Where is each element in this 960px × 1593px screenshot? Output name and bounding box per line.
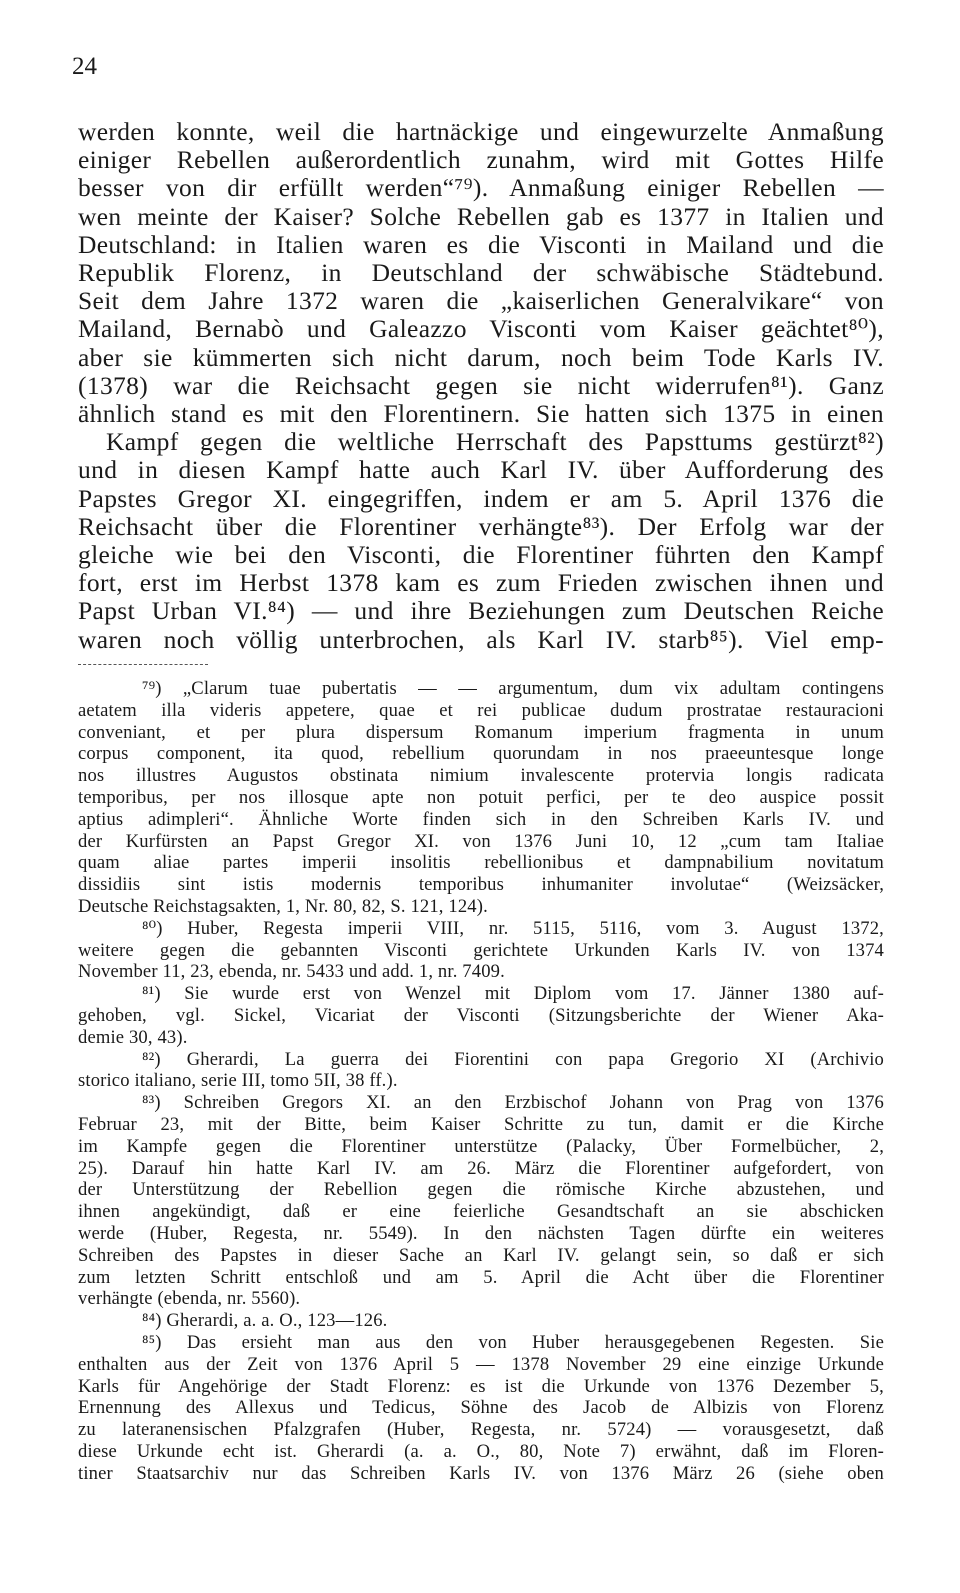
body-line: aber sie kümmerten sich nicht darum, noch beim Tode Karls IV. — [78, 342, 884, 372]
footnote-line: ⁸⁴) Gherardi, a. a. O., 123—126. — [142, 1310, 388, 1332]
footnote-line: corpus component, ita quod, rebellium quorundam in nos praeeuntesque longe — [78, 743, 884, 765]
footnote-line: ihnen angekündigt, daß er eine feierliche Gesandtschaft an sie abschicken — [78, 1201, 884, 1223]
body-line: Republik Florenz, in Deutschland der schwäbische Städtebund. — [78, 258, 884, 288]
footnote-line: 25). Darauf hin hatte Karl IV. am 26. März die Florentiner aufgefordert, von — [78, 1157, 884, 1179]
body-line: besser von dir erfüllt werden“⁷⁹). Anmaßung einiger Rebellen — — [78, 173, 884, 203]
footnote-line: ⁸¹) Sie wurde erst von Wenzel mit Diplom vom 17. Jänner 1380 auf- — [142, 983, 884, 1005]
footnote-line: werde (Huber, Regesta, nr. 5549). In den nächsten Tagen dürfte ein weiteres — [78, 1222, 884, 1244]
body-line: Seit dem Jahre 1372 waren die „kaiserlichen Generalvikare“ von — [78, 286, 884, 316]
footnote-line: im Kampfe gegen die Florentiner unterstütze (Palacky, Über Formelbücher, 2, — [78, 1135, 884, 1157]
footnote-line: Schreiben des Papstes in dieser Sache an Karl IV. gelangt sein, so daß er sich — [78, 1244, 884, 1266]
body-line: Kampf gegen die weltliche Herrschaft des Papsttums gestürzt⁸²) — [106, 427, 884, 457]
footnote-line: enthalten aus der Zeit von 1376 April 5 — 1378 November 29 eine einzige Urkunde — [78, 1353, 884, 1375]
footnote-line: der Kurfürsten an Papst Gregor XI. von 1376 Juni 10, 12 „cum tam Italiae — [78, 830, 884, 852]
body-line: Papst Urban VI.⁸⁴) — und ihre Beziehungen zum Deutschen Reiche — [78, 596, 884, 626]
body-line: werden konnte, weil die hartnäckige und eingewurzelte Anmaßung — [78, 117, 884, 146]
body-line: Deutschland: in Italien waren es die Visconti in Mailand und die — [78, 229, 884, 259]
footnote-line: tiner Staatsarchiv nur das Schreiben Karls IV. von 1376 März 26 (siehe oben — [78, 1462, 884, 1484]
body-line: fort, erst im Herbst 1378 kam es zum Frieden zwischen ihnen und — [78, 568, 884, 598]
footnote-line: Karls für Angehörige der Stadt Florenz: es ist die Urkunde von 1376 Dezember 5, — [78, 1375, 884, 1397]
footnote-line: quam aliae partes imperii insolitis rebellionibus et dampnabilium novitatum — [78, 852, 884, 874]
footnote-line: conveniant, et per plura dispersum Romanum imperium fragmenta in unum — [78, 721, 884, 743]
body-line: und in diesen Kampf hatte auch Karl IV. über Aufforderung des — [78, 455, 884, 485]
footnote-line: diese Urkunde echt ist. Gherardi (a. a. O., 80, Note 7) erwähnt, daß im Floren- — [78, 1440, 884, 1462]
footnote-line: storico italiano, serie III, tomo 5II, 38 ff.). — [78, 1070, 398, 1092]
footnote-line: Februar 23, mit der Bitte, beim Kaiser Schritte zu tun, damit er die Kirche — [78, 1113, 884, 1135]
footnote-line: demie 30, 43). — [78, 1026, 188, 1048]
body-line: waren noch völlig unterbrochen, als Karl IV. starb⁸⁵). Viel emp- — [78, 624, 884, 654]
footnote-line: Deutsche Reichstagsakten, 1, Nr. 80, 82, S. 121, 124). — [78, 895, 488, 917]
body-text — [78, 118, 884, 654]
footnote-line: aptius adimpleri“. Ähnliche Worte finden sich in den Schreiben Karls IV. und — [78, 808, 884, 830]
footnote-line: nos illustres Augustos obstinata nimium invalescente protervia longis radicata — [78, 765, 884, 787]
body-line: einiger Rebellen außerordentlich zunahm, wird mit Gottes Hilfe — [78, 145, 884, 175]
footnote-line: ⁸²) Gherardi, La guerra dei Fiorentini con papa Gregorio XI (Archivio — [142, 1048, 884, 1070]
footnote-line: temporibus, per nos illosque apte non potuit perfici, per te deo auspice possit — [78, 786, 884, 808]
footnote-line: verhängte (ebenda, nr. 5560). — [78, 1288, 301, 1310]
footnote-line: zum letzten Schritt entschloß und am 5. April die Acht über die Florentiner — [78, 1266, 884, 1288]
footnote-line: November 11, 23, ebenda, nr. 5433 und add. 1, nr. 7409. — [78, 961, 505, 983]
footnote-line: dissidiis sint istis modernis temporibus inhumaniter involutae“ (Weizsäcker, — [78, 874, 884, 896]
body-line: Reichsacht über die Florentiner verhängte⁸³). Der Erfolg war der — [78, 511, 884, 541]
footnote-line: zu lateranensischen Pfalzgrafen (Huber, Regesta, nr. 5724) — vorausgesetzt, daß — [78, 1419, 884, 1441]
footnote-line: ⁸⁰) Huber, Regesta imperii VIII, nr. 5115, 5116, vom 3. August 1372, — [142, 917, 884, 939]
body-line: Papstes Gregor XI. eingegriffen, indem er am 5. April 1376 die — [78, 483, 884, 513]
footnotes — [78, 678, 884, 1484]
footnote-line: aetatem illa videris appetere, quae et rei publicae dudum prostratae restauracioni — [78, 699, 884, 721]
footnote-line: Ernennung des Allexus und Tedicus, Söhne des Jacob de Albizis von Florenz — [78, 1397, 884, 1419]
footnote-line: ⁸⁵) Das ersieht man aus den von Huber herausgegebenen Regesten. Sie — [142, 1331, 884, 1353]
body-line: Mailand, Bernabò und Galeazzo Visconti vom Kaiser geächtet⁸⁰), — [78, 314, 884, 344]
footnote-line: weitere gegen die gebannten Visconti gerichtete Urkunden Karls IV. von 1374 — [78, 939, 884, 961]
body-line: ähnlich stand es mit den Florentinern. Sie hatten sich 1375 in einen — [78, 399, 884, 429]
footnote-line: ⁸³) Schreiben Gregors XI. an den Erzbischof Johann von Prag von 1376 — [142, 1092, 884, 1114]
footnote-separator — [78, 664, 208, 665]
body-line: wen meinte der Kaiser? Solche Rebellen gab es 1377 in Italien und — [78, 201, 884, 231]
footnote-line: der Unterstützung der Rebellion gegen die römische Kirche abzustehen, und — [78, 1179, 884, 1201]
body-line: (1378) war die Reichsacht gegen sie nicht widerrufen⁸¹). Ganz — [78, 370, 884, 400]
body-line: gleiche wie bei den Visconti, die Florentiner führten den Kampf — [78, 540, 884, 570]
footnote-line: gehoben, vgl. Sickel, Vicariat der Visconti (Sitzungsberichte der Wiener Aka- — [78, 1004, 884, 1026]
page-number: 24 — [72, 53, 97, 80]
footnote-line: ⁷⁹) „Clarum tuae pubertatis — — argumentum, dum vix adultam contingens — [142, 678, 884, 699]
